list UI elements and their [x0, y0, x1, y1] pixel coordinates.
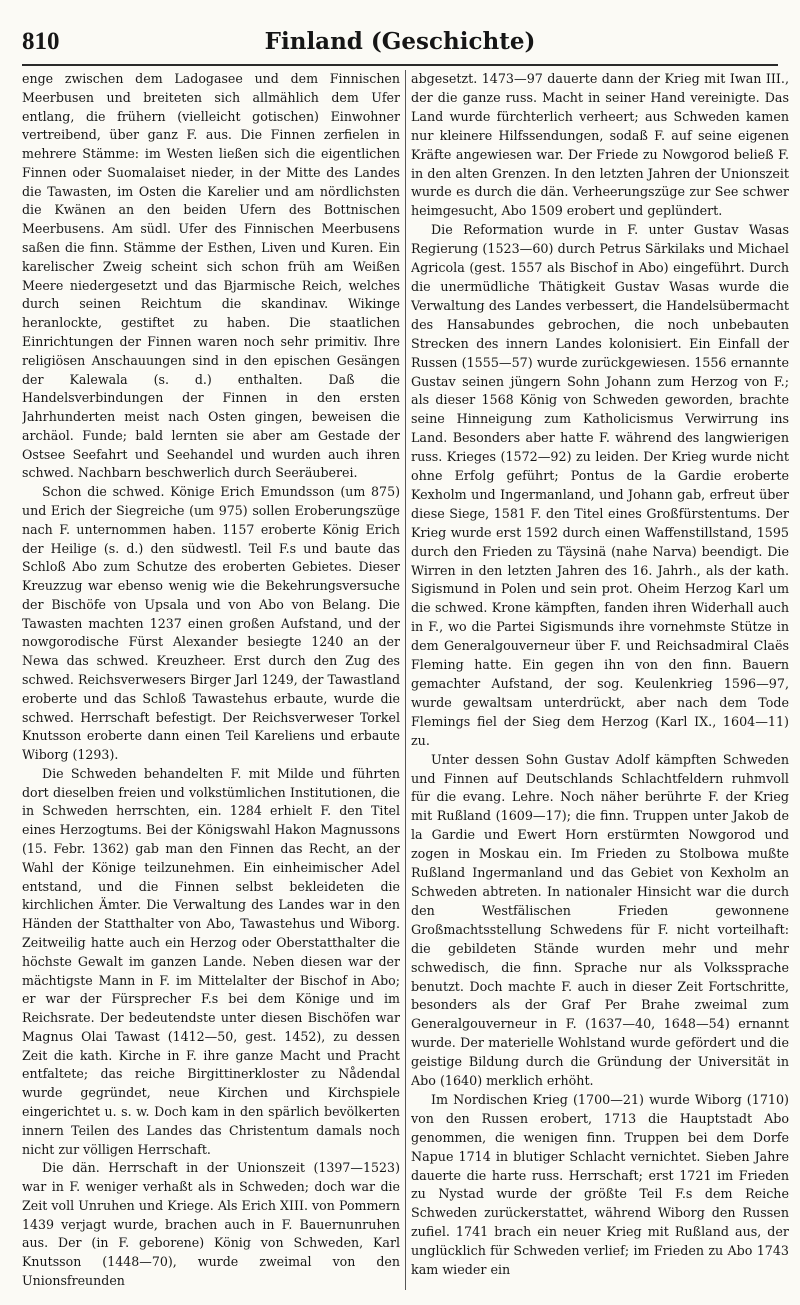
paragraph: abgesetzt. 1473—97 dauerte dann der Krieg mit Iwan III., der die ganze russ. Macht in seiner Hand vereinigte. Das Land wurde fürchterlich verheert; aus Schweden kamen nur kleinere Hilfssendungen, sodaß F. auf seine eigenen Kräfte angewiesen war. Der Friede zu Nowgorod beließ F. in den alten Grenzen. In den letzten Jahren der Unionszeit wurde es durch die dän. Verheerungszüge zur See schwer heimgesucht, Abo 1509 erobert und geplündert.: [411, 71, 789, 219]
paragraph: Die dän. Herrschaft in der Unionszeit (1397—1523) war in F. weniger verhaßt als in Schweden; doch war die Zeit voll Unruhen und Kriege. Als Erich XIII. von Pommern 1439 verjagt wurde, brachen auch in F. Bauernunruhen aus. Der (in F. geborene) König von Schweden, Karl Knutsson (1448—70), wurde zweimal von den Unionsfreunden: [22, 1160, 400, 1288]
page-header: [22, 28, 778, 68]
paragraph: Im Nordischen Krieg (1700—21) wurde Wiborg (1710) von den Russen erobert, 1713 die Hauptstadt Abo genommen, die wenigen finn. Truppen bei dem Dorfe Napue 1714 in blutiger Schlacht vernichtet. Sieben Jahre dauerte die harte russ. Herrschaft; erst 1721 im Frieden zu Nystad wurde der größte Teil F.s dem Reiche Schweden zurückerstattet, während Wiborg den Russen zufiel. 1741 brach ein neuer Krieg mit Rußland aus, der unglücklich für Schweden verlief; im Frieden zu Abo 1743 kam wieder ein: [411, 1091, 789, 1278]
paragraph: Die Reformation wurde in F. unter Gustav Wasas Regierung (1523—60) durch Petrus Särkilaks und Michael Agricola (gest. 1557 als Bischof in Abo) eingeführt. Durch die unermüdliche Thätigkeit Gustav Wasas wurde die Verwaltung des Landes verbessert, die Handelsübermacht des Hansabundes gebrochen, die noch unbebauten Strecken des innern Landes kolonisiert. Ein Einfall der Russen (1555—57) wurde zurückgewiesen. 1556 ernannte Gustav seinen jüngern Sohn Johann zum Herzog von F.; als dieser 1568 König von Schweden geworden, brachte seine Hinneigung zum Katholicismus Verwirrung ins Land. Besonders aber hatte F. während des langwierigen russ. Krieges (1572—92) zu leiden. Der Krieg wurde nicht ohne Erfolg geführt; Pontus de la Gardie eroberte Kexholm und Ingermanland, und Johann gab, erfreut über diese Siege, 1581 F. den Titel eines Großfürstentums. Der Krieg wurde erst 1592 durch einen Waffenstillstand, 1595 durch den Frieden zu Täysinä (nahe Narva) beendigt. Die Wirren in den letzten Jahren des 16. Jahrh., als der kath. Sigismund in Polen und sein prot. Oheim Herzog Karl um die schwed. Krone kämpften, fanden ihren Widerhall auch in F., wo die Partei Sigismunds ihre vornehmste Stütze in dem Generalgouverneur über F. und Reichsadmiral Claës Fleming hatte. Ein gegen ihn von den finn. Bauern gemachter Aufstand, der sog. Keulenkrieg 1596—97, wurde gewaltsam unterdrückt, aber nach dem Tode Flemings fiel der Sieg dem Herzog (Karl IX., 1604—11) zu.: [411, 222, 789, 748]
running-title: Finland (Geschichte): [264, 28, 536, 55]
paragraph: Die Schweden behandelten F. mit Milde und führten dort dieselben freien und volkstümlichen Institutionen, die in Schweden herrschten, ein. 1284 erhielt F. den Titel eines Herzogtums. Bei der Königswahl Hakon Magnussons (15. Febr. 1362) gab man den Finnen das Recht, an der Wahl der Könige teilzunehmen. Ein einheimischer Adel entstand, und die Finnen selbst bekleideten die kirchlichen Ämter. Die Verwaltung des Landes war in den Händen der Statthalter von Abo, Tawastehus und Wiborg. Zeitweilig hatte auch ein Herzog oder Oberstatthalter die höchste Gewalt im ganzen Lande. Neben diesen war der mächtigste Mann in F. im Mittelalter der Bischof in Abo; er war der Fürsprecher F.s bei dem Könige und im Reichsrate. Der bedeutendste unter diesen Bischöfen war Magnus Olai Tawast (1412—50, gest. 1452), zu dessen Zeit die kath. Kirche in F. ihre ganze Macht und Pracht entfaltete; das reiche Birgittinerkloster zu Nådendal wurde gegründet, neue Kirchen und Kirchspiele eingerichtet u. s. w. Doch kam in den spärlich bevölkerten innern Teilen des Landes das Christentum damals noch nicht zur völligen Herrschaft.: [22, 765, 400, 1157]
paragraph: Schon die schwed. Könige Erich Emundsson (um 875) und Erich der Siegreiche (um 975) sollen Eroberungszüge nach F. unternommen haben. 1157 eroberte König Erich der Heilige (s. d.) den südwestl. Teil F.s und baute das Schloß Abo zum Schutze des eroberten Gebietes. Dieser Kreuzzug war ebenso wenig wie die Bekehrungsversuche der Bischöfe von Upsala und von Abo von Belang. Die Tawasten machten 1237 einen großen Aufstand, und der nowgorodische Fürst Alexander besiegte 1240 an der Newa das schwed. Kreuzheer. Erst durch den Zug des schwed. Reichsverwesers Birger Jarl 1249, der Tawastland eroberte und das Schloß Tawastehus erbaute, wurde die schwed. Herrschaft befestigt. Der Reichsverweser Torkel Knutsson eroberte dann einen Teil Kareliens und erbaute Wiborg (1293).: [22, 484, 400, 763]
page-number: 810: [22, 28, 60, 55]
paragraph: enge zwischen dem Ladogasee und dem Finnischen Meerbusen und breiteten sich allmählich dem Ufer entlang, die frühern (vielleicht gotischen) Einwohner vertreibend, über ganz F. aus. Die Finnen zerfielen in mehrere Stämme: im Westen ließen sich die eigentlichen Finnen oder Suomalaiset nieder, in der Mitte des Landes die Tawasten, im Osten die Karelier und am nördlichsten die Kwänen an den beiden Ufern des Bottnischen Meerbusens. Am südl. Ufer des Finnischen Meerbusens saßen die finn. Stämme der Esthen, Liven und Kuren. Ein karelischer Zweig scheint sich schon früh am Weißen Meere niedergesetzt und das Bjarmische Reich, welches durch seinen Reichtum die skandinav. Wikinge heranlockte, gestiftet zu haben. Die staatlichen Einrichtungen der Finnen waren noch sehr primitiv. Ihre religiösen Anschauungen sind in den epischen Gesängen der Kalewala (s. d.) enthalten. Daß die Handelsverbindungen der Finnen in den ersten Jahrhunderten meist nach Osten gingen, beweisen die archäol. Funde; bald lernten sie aber am Gestade der Ostsee Seefahrt und Seehandel und wurden auch ihren schwed. Nachbarn beschwerlich durch Seeräuberei.: [22, 71, 400, 481]
header-rule: [22, 64, 778, 66]
paragraph: Unter dessen Sohn Gustav Adolf kämpften Schweden und Finnen auf Deutschlands Schlachtfeldern ruhmvoll für die evang. Lehre. Noch näher berührte F. der Krieg mit Rußland (1609—17); die finn. Truppen unter Jakob de la Gardie und Ewert Horn erstürmten Nowgorod und zogen in Moskau ein. Im Frieden zu Stolbowa mußte Rußland Ingermanland und das Gebiet von Kexholm an Schweden abtreten. In nationaler Hinsicht war die durch den Westfälischen Frieden gewonnene Großmachtsstellung Schwedens für F. nicht vorteilhaft: die gebildeten Stände wurden mehr und mehr schwedisch, die finn. Sprache nur als Volkssprache benutzt. Doch machte F. auch in dieser Zeit Fortschritte, besonders als der Graf Per Brahe zweimal zum Generalgouverneur in F. (1637—40, 1648—54) ernannt wurde. Der materielle Wohlstand wurde gefördert und die geistige Bildung durch die Gründung der Universität in Abo (1640) merklich erhöht.: [411, 751, 789, 1089]
column-divider: [405, 70, 406, 1290]
right-column: [411, 70, 789, 1295]
left-column: [22, 70, 400, 1295]
